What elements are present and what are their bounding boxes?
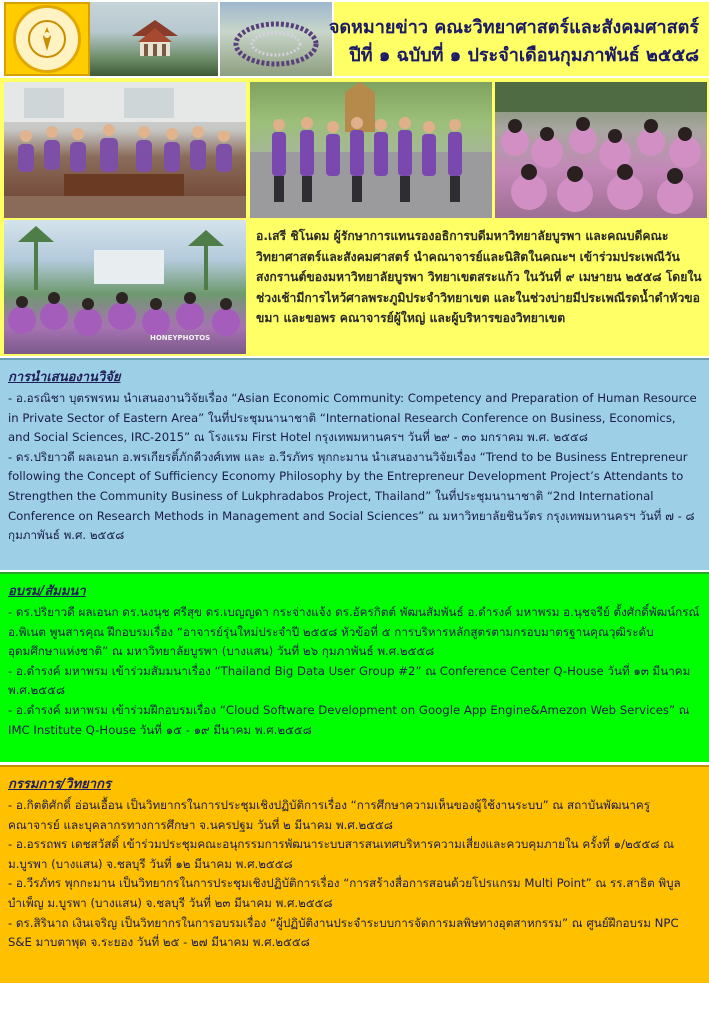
header-photo-crowd <box>220 2 332 76</box>
research-entry: - อ.อรณิชา บุตรพรหม นำเสนองานวิจัยเรื่อง “Asian Economic Community: Competency and Preparation of Human Resource in Private Sector of Eastern Area” ในที่ประชุมนานาชาติ “International Research Conference on Business, Economics, and Social Sciences, IRC-2015” ณ โรงแรม First Hotel กรุงเทพมหานครฯ วันที่ ๒๙ - ๓๐ มกราคม พ.ศ. ๒๕๕๘ <box>8 391 697 445</box>
newsletter-issue: ปีที่ ๑ ฉบับที่ ๑ ประจำเดือนกุมภาพันธ์ ๒๕๕๘ <box>349 45 699 66</box>
photo-staff-seated <box>4 82 246 218</box>
training-entry: - อ.ดำรงค์ มหาพรม เข้าร่วมฝึกอบรมเรื่อง “Cloud Software Development on Google App Engine&Amezon Web Services” ณ IMC Institute Q-House วันที่ ๑๕ - ๑๙ มีนาคม พ.ศ.๒๕๕๘ <box>8 702 690 737</box>
training-entry: - ดร.ปริยาวดี ผลเอนก ดร.นงนุช ศรีสุข ดร.เบญญดา กระจ่างแจ้ง ดร.อัครกิตต์ พัฒนสัมพันธ์ อ.ดำรงค์ มหาพรม อ.นุชจรีย์ ตั้งศักดิ์พัฒน์กรณ์ อ.พิเนต พูนสารคุณ ฝึกอบรมเรื่อง “อาจารย์รุ่นใหม่ประจำปี ๒๕๕๘ หัวข้อที่ ๕ การบริหารหลักสูตรตามกรอบมาตรฐานคุณวุฒิระดับอุดมศึกษาแห่งชาติ” ณ มหาวิทยาลัยบูรพา (บางแสน) วันที่ ๒๖ กุมภาพันธ์ พ.ศ.๒๕๕๘ <box>8 605 700 659</box>
committee-entry: - อ.กิตติศักดิ์ อ่อนเอื้อน เป็นวิทยากรในการประชุมเชิงปฏิบัติการเรื่อง “การศึกษาความเห็นของผู้ใช้งานระบบ” ณ สถาบันพัฒนาครู คณาจารย์ และบุคลากรทางการศึกษา จ.นครปฐม วันที่ ๒ มีนาคม พ.ศ.๒๕๕๘ <box>8 798 651 832</box>
crowd-photo-icon <box>495 82 707 218</box>
group-photo-icon <box>4 82 246 218</box>
photo-caption: อ.เสรี ชิโนดม ผู้รักษาการแทนรองอธิการบดีมหาวิทยาลัยบูรพา และคณบดีคณะวิทยาศาสตร์และสังคมศาสตร์ นำคณาจารย์และนิสิตในคณะฯ เข้าร่วมประเพณีวันสงกรานต์ของมหาวิทยาลัยบูรพา วิทยาเขตสระแก้ว ในวันที่ ๙ เมษายน ๒๕๕๘ โดยในช่วงเช้ามีการไหว้ศาลพระภูมิประจำวิทยาเขต และในช่วงบ่ายมีประเพณีรดน้ำดำหัวขอขมา และขอพร คณาจารย์ผู้ใหญ่ และผู้บริหารของวิทยาเขต <box>256 229 702 325</box>
crowd-formation-icon <box>220 2 332 76</box>
research-entry: - ดร.ปริยาวดี ผลเอนก อ.พรเกียรติ์ภักดีวงศ์เทพ และ อ.วีรภัทร พุกกะมาน นำเสนองานวิจัยเรื่อง “Trend to be Business Entrepreneur following the Concept of Sufficiency Economy Philosophy by the Entrepreneur Development Project’s Attendants to Strengthen the Community Business of Lukphradabos Project, Thailand” ในที่ประชุมนานาชาติ “2nd International Conference on Research Methods in Management and Social Sciences” ณ มหาวิทยาลัยชินวัตร กรุงเทพมหานครฯ วันที่ ๗ - ๘ กุมภาพันธ์ พ.ศ. ๒๕๕๘ <box>8 449 695 543</box>
training-section <box>0 572 709 762</box>
newsletter-title-box <box>328 2 709 76</box>
committee-heading: กรรมการ/วิทยากร <box>8 777 111 792</box>
committee-entry: - ดร.สิรินาถ เงินเจริญ เป็นวิทยากรในการอบรมเรื่อง “ผู้ปฏิบัติงานประจำระบบการจัดการมลพิษทางอุตสาหกรรม” ณ ศูนย์ฝึกอบรม NPC S&E มาบตาพุด จ.ระยอง วันที่ ๒๕ - ๒๗ มีนาคม พ.ศ.๒๕๕๘ <box>8 915 679 950</box>
newsletter-title: จดหมายข่าว คณะวิทยาศาสตร์และสังคมศาสตร์ <box>328 17 699 38</box>
committee-entry: - อ.วีรภัทร พุกกะมาน เป็นวิทยากรในการประชุมเชิงปฏิบัติการเรื่อง “การสร้างสื่อการสอนด้วยโปรแกรม Multi Point” ณ รร.สาธิต พิบูลบำเพ็ญ ม.บูรพา (บางแสน) จ.ชลบุรี วันที่ ๒๓ มีนาคม พ.ศ.๒๕๕๘ <box>8 876 681 910</box>
group-photo-icon <box>250 82 492 218</box>
training-heading: อบรม/สัมมนา <box>8 584 86 599</box>
photo-students-crowd <box>495 82 707 218</box>
pavilion-icon <box>128 20 182 60</box>
header-photo-pavilion <box>90 2 218 76</box>
research-section <box>0 358 709 570</box>
training-entry: - อ.ดำรงค์ มหาพรม เข้าร่วมสัมมนาเรื่อง “Thailand Big Data User Group #2” ณ Conference Center Q-House วันที่ ๑๓ มีนาคม พ.ศ.๒๕๕๘ <box>8 663 691 698</box>
committee-entry: - อ.อรรถพร เดชสวัสดิ์ เข้าร่วมประชุมคณะอนุกรรมการพัฒนาระบบสารสนเทศบริหารความเสี่ยงและควบคุมภายใน ครั้งที่ ๑/๒๕๕๘ ณ ม.บูรพา (บางแสน) จ.ชลบุรี วันที่ ๑๒ มีนาคม พ.ศ.๒๕๕๘ <box>8 837 674 871</box>
research-heading: การนำเสนองานวิจัย <box>8 370 121 385</box>
committee-section <box>0 765 709 983</box>
photo-staff-standing <box>250 82 492 218</box>
university-logo <box>4 2 90 76</box>
seal-emblem-icon <box>27 19 67 59</box>
photo-watermark: HONEYPHOTOS <box>150 334 211 342</box>
logo-seal <box>13 5 81 73</box>
